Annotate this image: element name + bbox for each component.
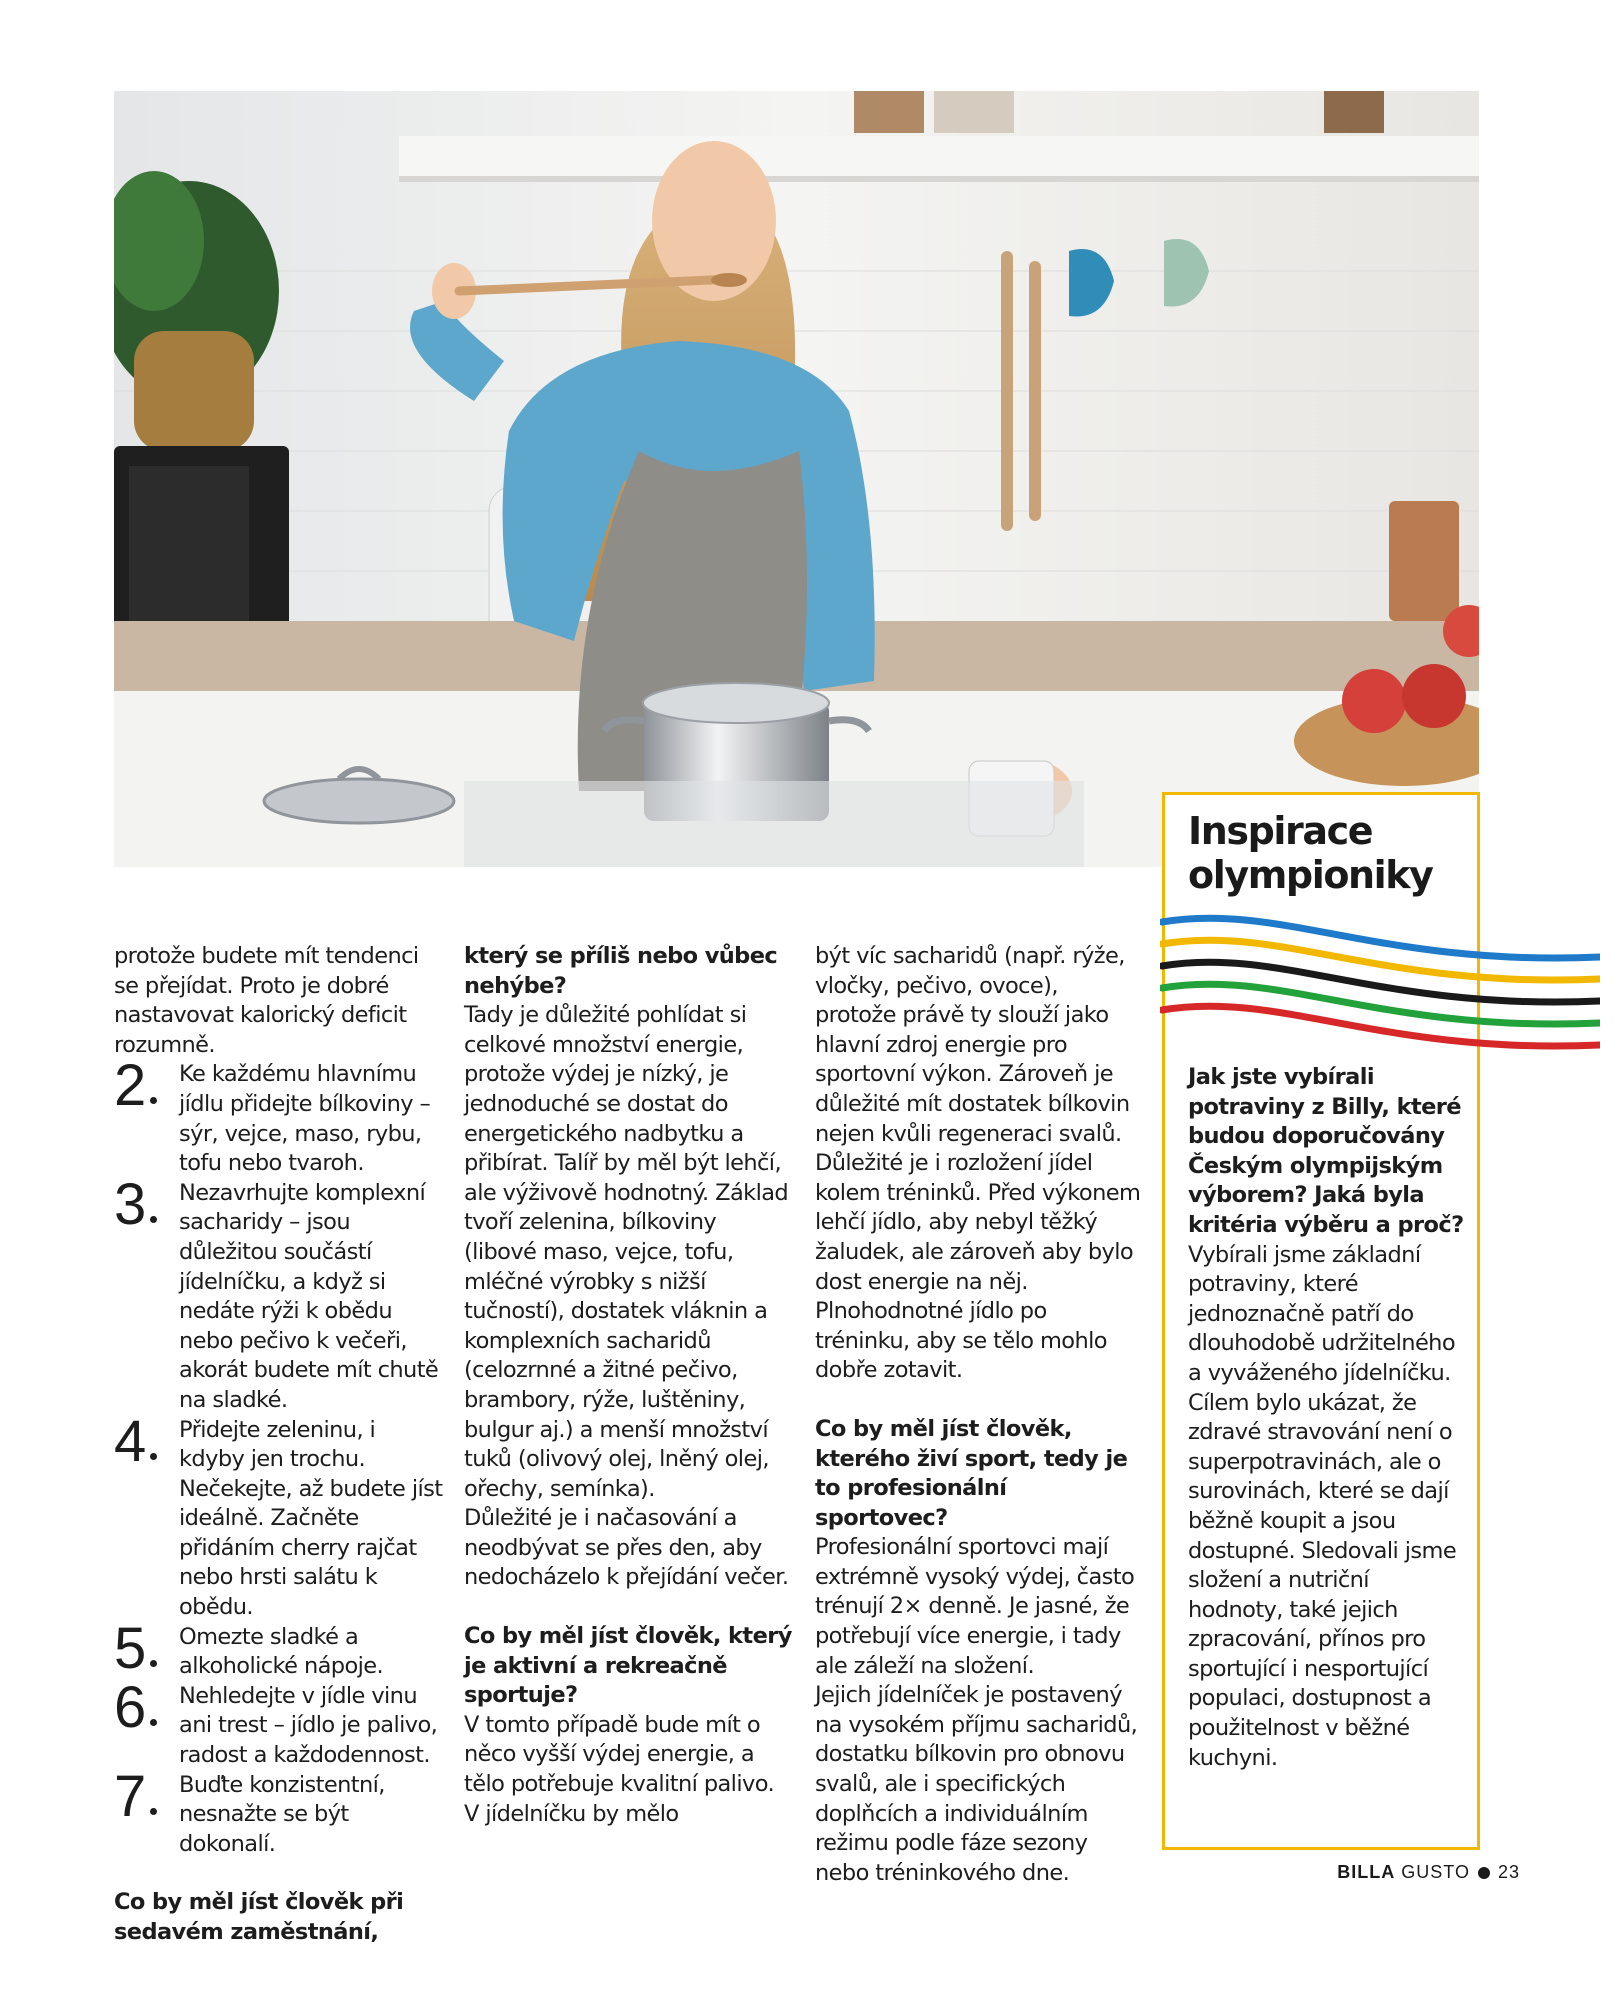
sidebar-body [1188, 1063, 1468, 1773]
tip-rest: jídlo je palivo, radost a každodennost. [179, 1712, 438, 1769]
tip-text [114, 1682, 444, 1771]
page-number: 23 [1497, 1862, 1520, 1882]
hero-photo [114, 91, 1479, 867]
sidebar-answer: Vybírali jsme základní potraviny, které jednoznačně patří do dlouhodobě udržitelného a vyváženého jídelníčku. Cílem bylo ukázat, že zdravé stravování není o superpotravinách, ale o surovinách, které se dají běžně koupit a jsou dostupné. Sledovali jsme složení a nutriční hodnoty, také jejich zpracování, přínos pro sportující i nesportující populaci, dostupnost a použitelnost v běžné kuchyni. [1188, 1241, 1457, 1771]
tip-rest: Nečekejte, až budete jíst ideálně. Začněte přidáním cherry rajčat nebo hrsti salátu k obědu. [179, 1475, 443, 1621]
answer-professional: Profesionální sportovci mají extrémně vysoký výdej, často trénují 2× denně. Je jasné, že potřebují více energie, i tady ale záleží na složení. [815, 1534, 1135, 1679]
tip-number: 3 [114, 1171, 147, 1237]
olympic-waves-graphic [1160, 910, 1600, 1060]
kitchen-photo-illustration [114, 91, 1479, 867]
tip-lead: Přidejte zeleninu, i kdyby jen trochu. [179, 1416, 376, 1473]
footer-dot [1478, 1867, 1490, 1879]
question-professional: Co by měl jíst člověk, kterého živí sport, tedy je to profesionální sportovec? [815, 1415, 1128, 1531]
tip-3 [114, 1171, 444, 1416]
question-sedentary-continued: který se příliš nebo vůbec nehýbe? [464, 943, 778, 999]
article-column-3 [815, 942, 1145, 1888]
sidebar-title: Inspirace olympioniky [1188, 809, 1433, 897]
tip-number: 6 [114, 1674, 147, 1740]
tip-text: Buďte konzistentní, nesnažte se být dokonalí. [179, 1771, 385, 1857]
tip-text [114, 1060, 444, 1178]
answer-recreational: V tomto případě bude mít o něco vyšší výdej energie, a tělo potřebuje kvalitní palivo. V jídelníčku by mělo [464, 1711, 775, 1827]
answer-recreational-continued: být víc sacharidů (např. rýže, vločky, pečivo, ovoce), protože právě ty slouží jako hlavní zdroj energie pro sportovní výkon. Zároveň je důležité mít dostatek bílkovin nejen kvůli regeneraci svalů. [815, 943, 1130, 1147]
tip-text: Omezte sladké a alkoholické nápoje. [179, 1623, 384, 1680]
article-column-2 [464, 942, 794, 1829]
article-column-1 [114, 942, 444, 1948]
intro-paragraph: protože budete mít tendenci se přejídat. Proto je dobré nastavovat kalorický deficit rozumně. [114, 943, 419, 1058]
tip-number: 5 [114, 1615, 147, 1681]
answer-sedentary-timing: Důležité je i načasování a neodbývat se přes den, aby nedocházelo k přejídání večer. [464, 1505, 789, 1591]
footer-magazine: GUSTO [1401, 1862, 1470, 1882]
tip-5 [114, 1615, 444, 1682]
footer-brand: BILLA [1337, 1862, 1396, 1882]
sidebar-question: Jak jste vybírali potraviny z Billy, které budou doporučovány Českým olympijským výborem? Jaká byla kritéria výběru a proč? [1188, 1064, 1464, 1238]
answer-recreational-timing: Důležité je i rozložení jídel kolem tréninků. Před výkonem lehčí jídlo, aby nebyl těžký žaludek, ale zároveň aby bylo dost energie na něj. Plnohodnotné jídlo po tréninku, aby se tělo mohlo dobře zotavit. [815, 1150, 1141, 1384]
tip-lead: Nehledejte v jídle vinu ani trest – [179, 1682, 418, 1739]
tip-6 [114, 1674, 444, 1771]
tip-rest: – sýr, vejce, maso, rybu, tofu nebo tvaroh. [179, 1090, 431, 1177]
answer-sedentary: Tady je důležité pohlídat si celkové množství energie, protože výdej je nízký, je jednoduché se dostat do energetického nadbytku a přibírat. Talíř by měl být lehčí, ale výživově hodnotný. Základ tvoří zelenina, bílkoviny (libové maso, vejce, tofu, mléčné výrobky s nižší tučností), dostatek vláknin a komplexních sacharidů (celozrnné a žitné pečivo, brambory, rýže, luštěniny, bulgur aj.) a menší množství tuků (olivový olej, lněný olej, ořechy, semínka). [464, 1002, 789, 1502]
tip-2 [114, 1053, 444, 1178]
tip-4 [114, 1408, 444, 1623]
question-sedentary: Co by měl jíst člověk při sedavém zaměstnání, [114, 1889, 404, 1945]
tip-number: 7 [114, 1763, 147, 1829]
tip-text [114, 1416, 444, 1623]
page-footer [1337, 1862, 1520, 1883]
tip-rest: důležitou součástí jídelníčku, a když si nedáte rýži k obědu nebo pečivo k večeři, akorát budete mít chutě na sladké. [179, 1238, 439, 1413]
answer-professional-diet: Jejich jídelníček je postavený na vysokém příjmu sacharidů, dostatku bílkovin pro obnovu svalů, ale i specifických doplňcích a individuálním režimu podle fáze sezony nebo tréninkového dne. [815, 1682, 1138, 1886]
tip-lead: Nezavrhujte komplexní sacharidy – jsou [179, 1179, 426, 1236]
tip-lead: Ke každému hlavnímu jídlu přidejte bílkoviny [179, 1061, 417, 1117]
tip-number: 4 [114, 1408, 147, 1474]
question-recreational: Co by měl jíst člověk, který je aktivní a rekreačně sportuje? [464, 1623, 792, 1709]
tip-number: 2 [114, 1053, 147, 1119]
tip-7 [114, 1763, 444, 1860]
tip-text [114, 1179, 444, 1416]
